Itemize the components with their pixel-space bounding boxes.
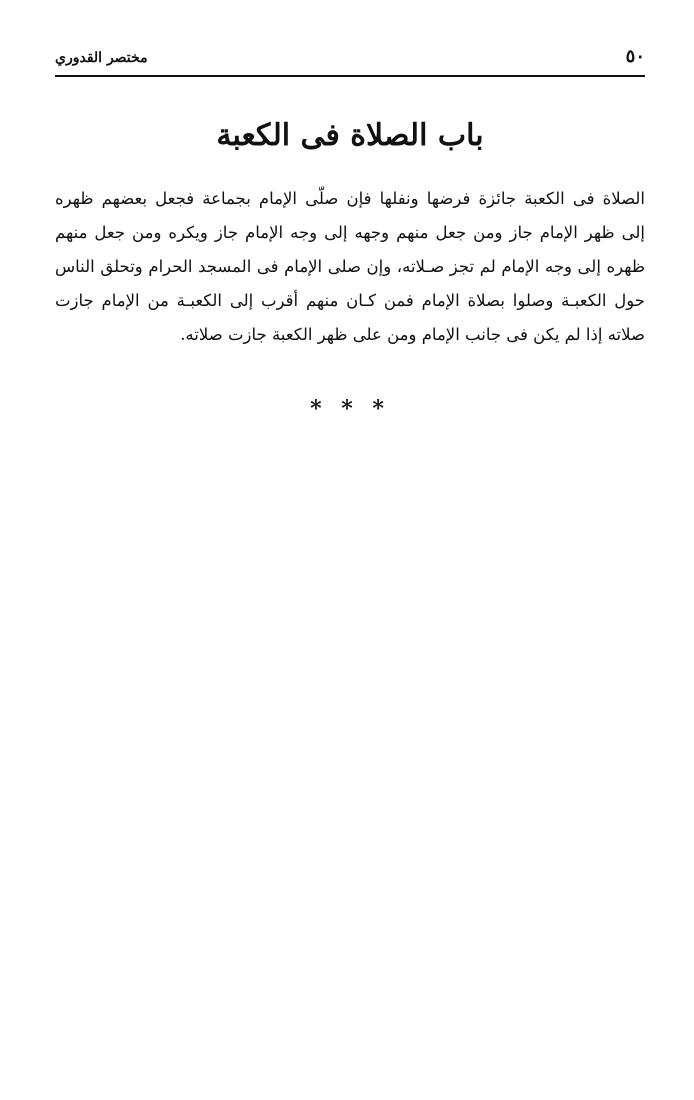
running-head <box>55 44 645 74</box>
text-line: ظهره إلى وجه الإمام لم تجز صـلاته، وإن صلى الإمام فى المسجد الحرام وتحلق الناس <box>55 257 645 276</box>
page-number: ٥٠ <box>625 46 645 67</box>
body-paragraph <box>55 182 645 352</box>
text-line: حول الكعبـة وصلوا بصلاة الإمام فمن كـان منهم أقرب إلى الكعبـة من الإمام جازت <box>55 291 645 310</box>
text-line: الصلاة فى الكعبة جائزة فرضها ونفلها فإن صلّى الإمام بجماعة فجعل بعضهم ظهره <box>55 189 645 208</box>
text-line: إلى ظهر الإمام جاز ومن جعل منهم وجهه إلى وجه الإمام جاز ويكره ومن جعل منهم <box>55 223 645 242</box>
section-separator: * * * <box>310 396 390 422</box>
text-line: صلاته إذا لم يكن فى جانب الإمام ومن على ظهر الكعبة جازت صلاته. <box>180 325 645 344</box>
chapter-title: باب الصلاة فى الكعبة <box>216 118 484 153</box>
book-title: مختصر القدوري <box>55 50 148 66</box>
header-rule <box>55 75 645 77</box>
